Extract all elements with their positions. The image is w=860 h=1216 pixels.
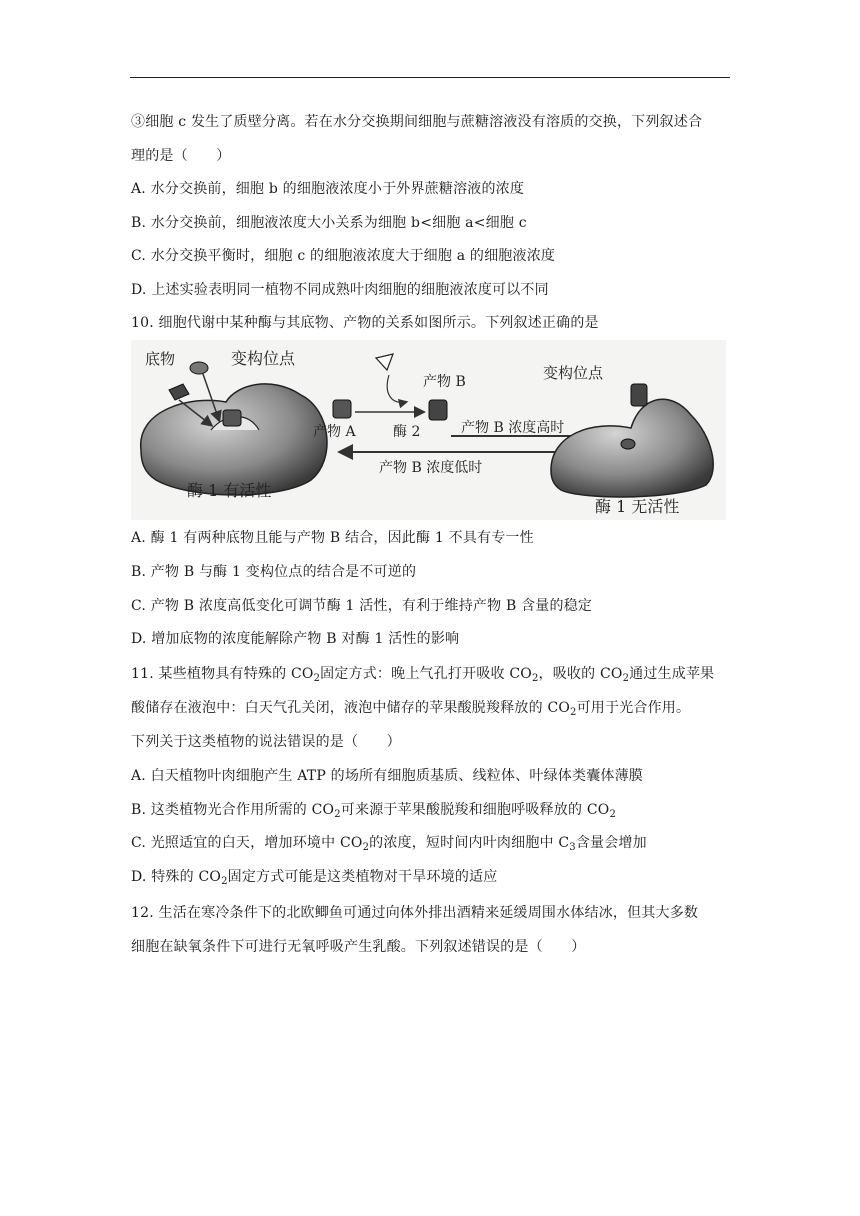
q10-enzyme-figure — [131, 340, 726, 520]
q11-stem-line-3: 下列关于这类植物的说法错误的是（ ） — [131, 734, 401, 750]
q10-option-b: B. 产物 B 与酶 1 变构位点的结合是不可逆的 — [131, 564, 417, 580]
label-enzyme2: 酶 2 — [393, 424, 421, 440]
label-enzyme1-active: 酶 1 有活性 — [187, 481, 272, 500]
enzyme2-icon — [376, 354, 393, 370]
q10-option-a: A. 酶 1 有两种底物且能与产物 B 结合，因此酶 1 不具有专一性 — [131, 530, 534, 546]
left-allosteric-site-icon — [223, 410, 241, 426]
substrate-icon-2 — [190, 362, 208, 374]
q11-option-a: A. 白天植物叶肉细胞产生 ATP 的场所有细胞质基质、线粒体、叶绿体类囊体薄膜 — [131, 768, 644, 784]
q10-option-d: D. 增加底物的浓度能解除产物 B 对酶 1 活性的影响 — [131, 631, 460, 647]
q11-stem-line-2: 酸储存在液泡中：白天气孔关闭，液泡中储存的苹果酸脱羧释放的 $CO_2$可用于光合作用。 — [131, 700, 691, 718]
substrate-icon-1 — [169, 384, 189, 400]
q9-option-c: C. 水分交换平衡时，细胞 c 的细胞液浓度大于细胞 a 的细胞液浓度 — [131, 248, 556, 264]
q9-option-d: D. 上述实验表明同一植物不同成熟叶肉细胞的细胞液浓度可以不同 — [131, 282, 549, 298]
label-substrate: 底物 — [145, 350, 176, 368]
q11-stem-line-1: 11. 某些植物具有特殊的 $CO_2$固定方式：晚上气孔打开吸收 $CO_2$，吸收的 $CO_2$通过生成苹果 — [131, 666, 715, 684]
product-a-icon — [333, 400, 351, 418]
label-enzyme1-inactive: 酶 1 无活性 — [595, 497, 680, 516]
q9-continuation-line-2: 理的是（ ） — [131, 148, 231, 164]
q10-option-c: C. 产物 B 浓度高低变化可调节酶 1 活性，有利于维持产物 B 含量的稳定 — [131, 598, 593, 614]
label-allosteric-right: 变构位点 — [543, 364, 604, 382]
label-arrow-low: 产物 B 浓度低时 — [379, 460, 483, 476]
q11-option-b: B. 这类植物光合作用所需的 $CO_2$可来源于苹果酸脱羧和细胞呼吸释放的 $CO_2$ — [131, 802, 616, 820]
label-arrow-high: 产物 B 浓度高时 — [461, 420, 565, 436]
q11-option-d: D. 特殊的 $CO_2$固定方式可能是这类植物对干旱环境的适应 — [131, 869, 498, 887]
label-product-a: 产物 A — [313, 424, 356, 440]
label-product-b: 产物 B — [423, 374, 466, 390]
q9-option-b: B. 水分交换前，细胞液浓度大小关系为细胞 b<细胞 a<细胞 c — [131, 215, 527, 231]
q12-stem-line-1: 12. 生活在寒冷条件下的北欧鲫鱼可通过向体外排出酒精来延缓周围水体结冰，但其大多数 — [131, 905, 699, 921]
q12-stem-line-2: 细胞在缺氧条件下可进行无氧呼吸产生乳酸。下列叙述错误的是（ ） — [131, 939, 586, 955]
enzyme1-active-shape — [141, 384, 327, 495]
right-allosteric-site-icon — [631, 384, 647, 406]
q9-continuation-line-1: ③细胞 c 发生了质壁分离。若在水分交换期间细胞与蔗糖溶液没有溶质的交换，下列叙述合 — [131, 114, 703, 130]
q10-stem: 10. 细胞代谢中某种酶与其底物、产物的关系如图所示。下列叙述正确的是 — [131, 315, 599, 331]
q11-option-c: C. 光照适宜的白天，增加环境中 $CO_2$的浓度，短时间内叶肉细胞中 $C_3$含量会增加 — [131, 835, 647, 853]
product-b-icon — [429, 400, 447, 420]
q9-option-a: A. 水分交换前，细胞 b 的细胞液浓度小于外界蔗糖溶液的浓度 — [131, 181, 525, 197]
header-rule — [130, 77, 730, 78]
label-allosteric-left: 变构位点 — [231, 349, 296, 368]
